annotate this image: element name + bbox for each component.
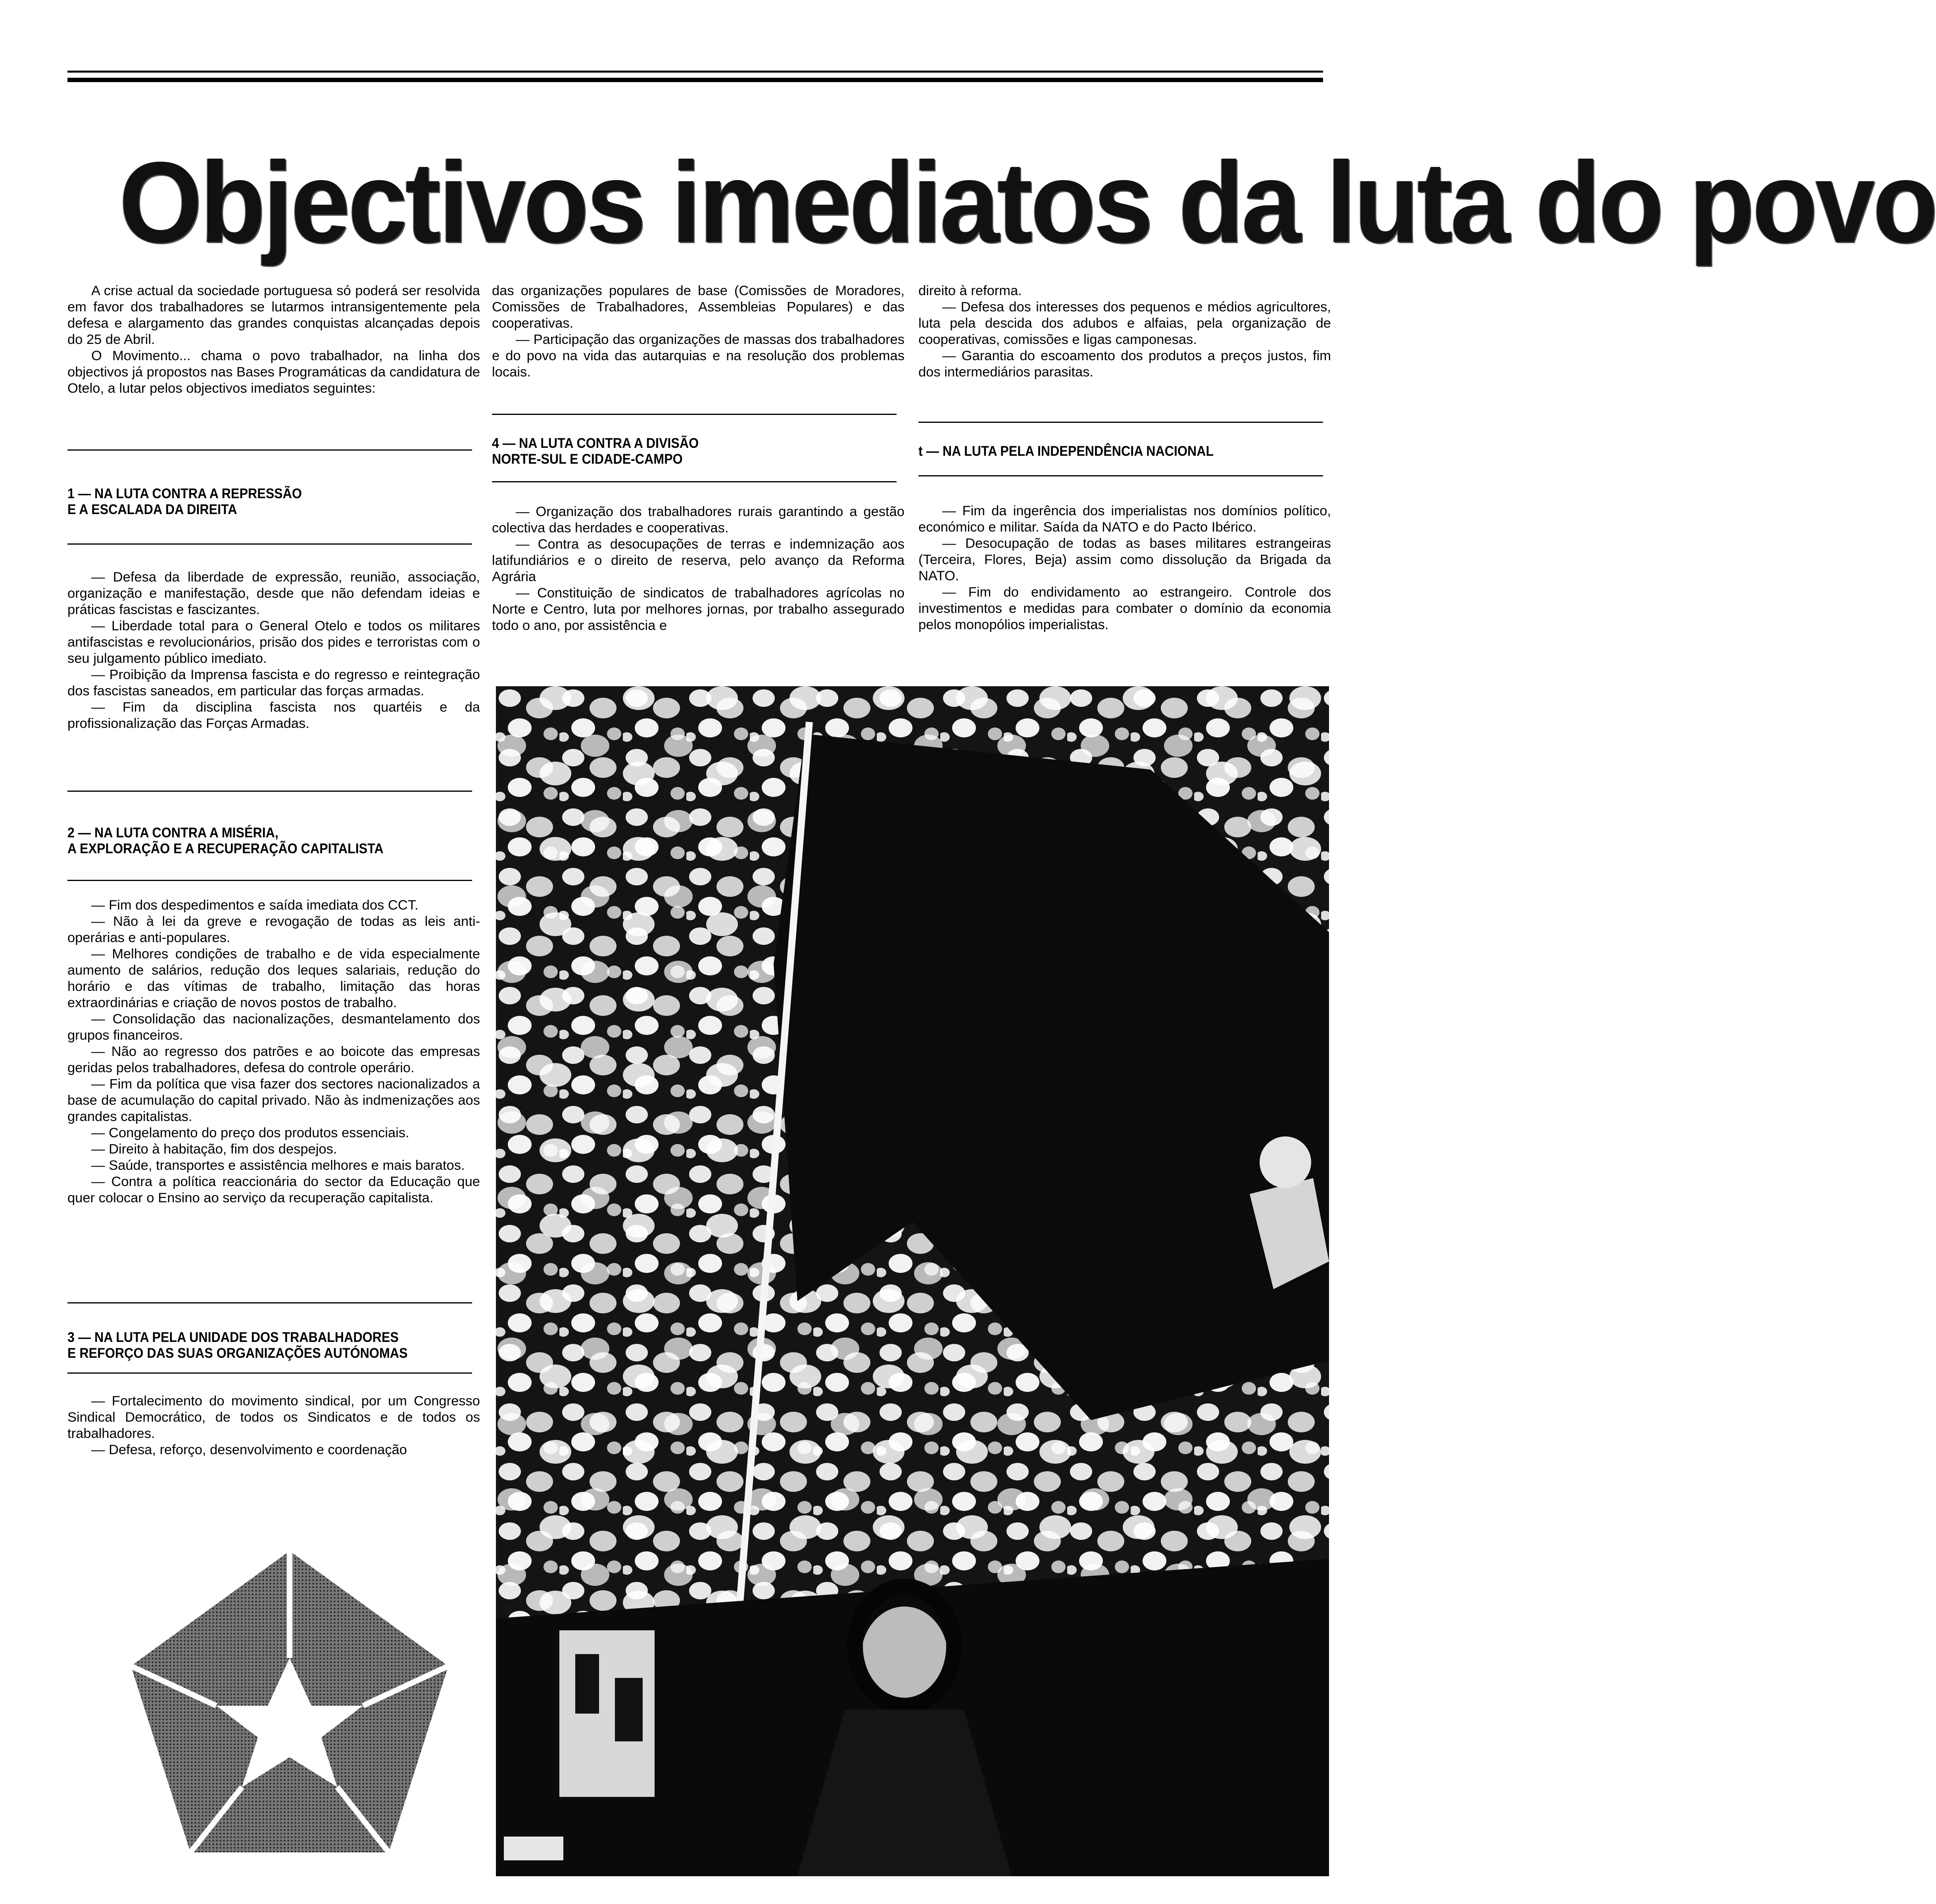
star-emblem-logo [115,1539,464,1880]
rally-photo [496,686,1329,1876]
list-item: — Contra a política reaccionária do sector da Educação que quer colocar o Ensino ao serviço da recuperação capitalista. [67,1174,480,1205]
divider [492,481,897,482]
section2-body [67,897,480,1206]
divider [918,475,1323,476]
list-item: — Fim da disciplina fascista nos quartéis e da profissionalização das Forças Armadas. [67,700,480,731]
list-item: — Defesa da liberdade de expressão, reunião, associação, organização e manifestação, desde que não defendam ideias e práticas fascistas e fascizantes. [67,570,480,617]
divider [67,880,472,881]
col3-continuation [918,283,1331,380]
list-item: — Garantia do escoamento dos produtos a preços justos, fim dos intermediários parasitas. [918,348,1331,380]
list-item: — Liberdade total para o General Otelo e todos os militares antifascistas e revolucionários, prisão dos pides e terroristas com o seu julgamento público imediato. [67,618,480,666]
crowd-flag-photo-image [496,686,1329,1876]
divider [67,449,472,451]
section4-body [492,504,905,634]
section3-body [67,1393,480,1458]
divider [918,422,1323,423]
list-item: — Fim da ingerência dos imperialistas nos domínios político, económico e militar. Saída da NATO e do Pacto Ibérico. [918,503,1331,535]
list-item: — Saúde, transportes e assistência melhores e mais baratos. [91,1158,465,1173]
list-item: — Organização dos trabalhadores rurais garantindo a gestão colectiva das herdades e cooperativas. [492,504,905,536]
top-rule-1 [67,71,1323,73]
list-item: — Proibição da Imprensa fascista e do regresso e reintegração dos fascistas saneados, em particular das forças armadas. [67,667,480,699]
section5-body [918,503,1331,633]
top-rule-2 [67,78,1323,82]
divider [67,791,472,792]
intro-paragraph: O Movimento... chama o povo trabalhador, na linha dos objectivos já propostos nas Bases Programáticas da candidatura de Otelo, a lutar pelos objectivos imediatos seguintes: [67,348,480,396]
list-item: — Consolidação das nacionalizações, desmantelamento dos grupos financeiros. [67,1012,480,1043]
divider [67,543,472,545]
divider [67,1302,472,1303]
list-item: — Participação das organizações de massas dos trabalhadores e do povo na vida das autarquias e na resolução dos problemas locais. [492,332,905,380]
list-item: — Não à lei da greve e revogação de todas as leis anti-operárias e anti-populares. [67,914,480,945]
list-item: direito à reforma. [918,283,1022,298]
list-item: — Fortalecimento do movimento sindical, por um Congresso Sindical Democrático, de todos os Sindicatos e de todos os trabalhadores. [67,1393,480,1441]
col2-continuation [492,283,905,380]
list-item: — Melhores condições de trabalho e de vida especialmente aumento de salários, redução dos leques salariais, redução do horário e das vítimas de trabalho, limitação das horas extraordinárias e criação de novos postos de trabalho. [67,946,480,1010]
section1-heading: 1 — NA LUTA CONTRA A REPRESSÃO E A ESCALADA DA DIREITA [67,486,302,517]
page-title: Objectivos imediatos da luta do povo [119,138,1936,267]
section3-heading: 3 — NA LUTA PELA UNIDADE DOS TRABALHADORES E REFORÇO DAS SUAS ORGANIZAÇÕES AUTÓNOMAS [67,1330,408,1361]
list-item: — Direito à habitação, fim dos despejos. [91,1142,337,1157]
list-item: — Fim do endividamento ao estrangeiro. Controle dos investimentos e medidas para combater o domínio da economia pelos monopólios imperialistas. [918,585,1331,632]
list-item: — Defesa, reforço, desenvolvimento e coordenação [91,1442,407,1457]
list-item: — Contra as desocupações de terras e indemnização aos latifundiários e o direito de reserva, pelo avanço da Reforma Agrária [492,537,905,584]
list-item: — Fim dos despedimentos e saída imediata dos CCT. [91,898,419,913]
divider [492,414,897,415]
section5-heading: t — NA LUTA PELA INDEPENDÊNCIA NACIONAL [918,443,1214,459]
divider [67,1372,472,1374]
intro-paragraph: A crise actual da sociedade portuguesa só poderá ser resolvida em favor dos trabalhadores se lutarmos intransigentemente pela defesa e alargamento das grandes conquistas alcançadas depois do 25 de Abril. [67,283,480,347]
list-item: — Fim da política que visa fazer dos sectores nacionalizados a base de acumulação do capital privado. Não às indmenizações aos grandes capitalistas. [67,1077,480,1124]
list-item: — Desocupação de todas as bases militares estrangeiras (Terceira, Flores, Beja) assim como dissolução da Brigada da NATO. [918,536,1331,583]
section4-heading: 4 — NA LUTA CONTRA A DIVISÃO NORTE-SUL E CIDADE-CAMPO [492,436,699,467]
section1-body [67,569,480,732]
list-item: — Congelamento do preço dos produtos essenciais. [91,1125,409,1140]
list-item: das organizações populares de base (Comissões de Moradores, Comissões de Trabalhadores, Assembleias Populares) e das cooperativas. [492,283,905,331]
list-item: — Não ao regresso dos patrões e ao boicote das empresas geridas pelos trabalhadores, defesa do controle operário. [67,1044,480,1075]
intro-text [67,283,480,397]
list-item: — Defesa dos interesses dos pequenos e médios agricultores, luta pela descida dos adubos e alfaias, pela organização de cooperativas, comissões e ligas camponesas. [918,299,1331,347]
list-item: — Constituição de sindicatos de trabalhadores agrícolas no Norte e Centro, luta por melhores jornas, por trabalho assegurado todo o ano, por assistência e [492,585,905,633]
section2-heading: 2 — NA LUTA CONTRA A MISÉRIA, A EXPLORAÇÃO E A RECUPERAÇÃO CAPITALISTA [67,825,384,856]
